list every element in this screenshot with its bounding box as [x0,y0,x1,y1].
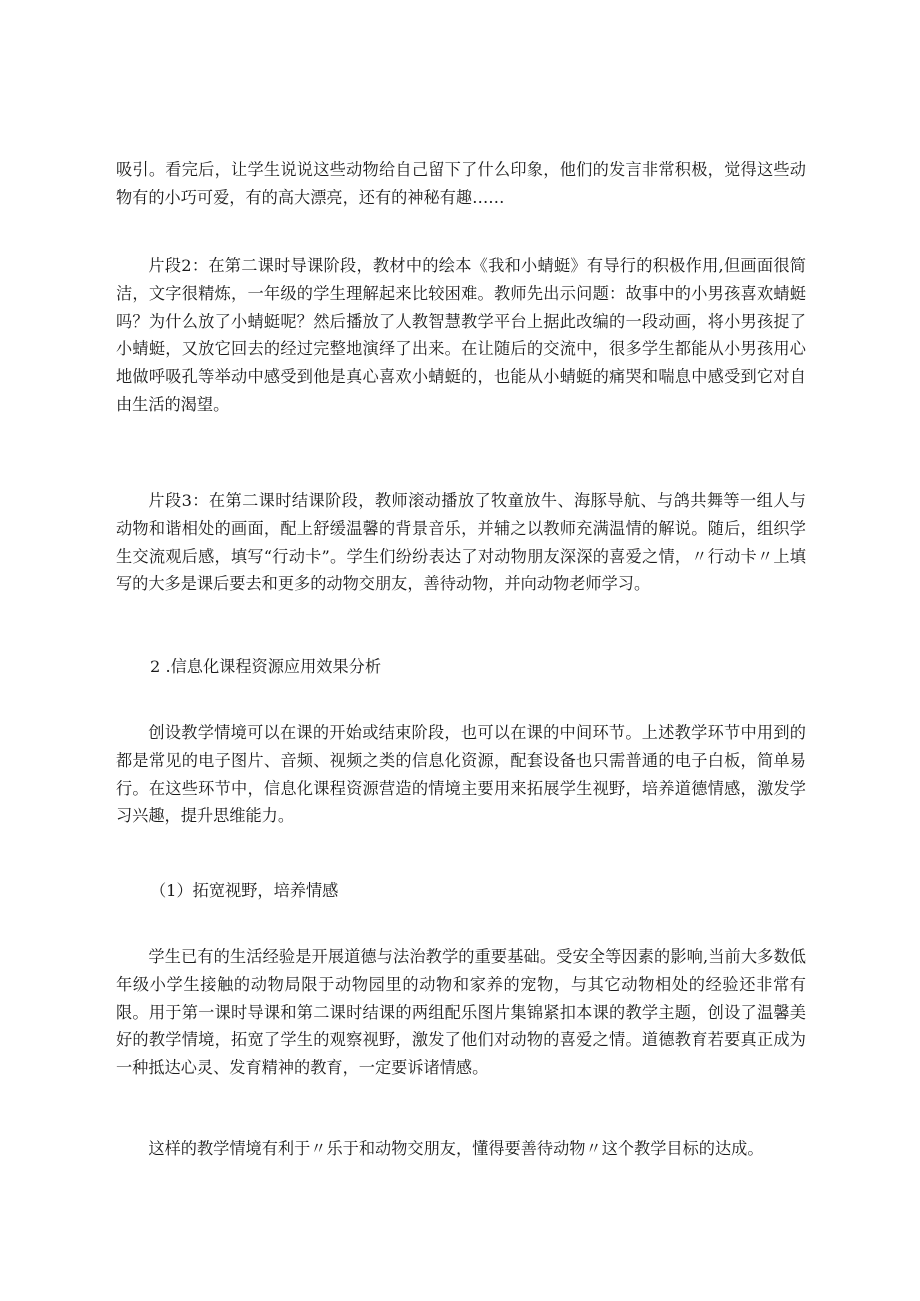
paragraph-continuation: 吸引。看完后，让学生说说这些动物给自己留下了什么印象，他们的发言非常积极，觉得这些动物有的小巧可爱，有的高大漂亮，还有的神秘有趣…… [116,160,806,207]
paragraph-broaden-vision: 学生已有的生活经验是开展道德与法治教学的重要基础。受安全等因素的影响,当前大多数低年级小学生接触的动物局限于动物园里的动物和家养的宠物，与其它动物相处的经验还非常有限。用于第一课时导课和第二课时结课的两组配乐图片集锦紧扣本课的教学主题，创设了温馨美好的教学情境，拓宽了学生的观察视野，激发了他们对动物的喜爱之情。道德教育若要真正成为一种抵达心灵、发育精神的教育，一定要诉诸情感。 [116,947,806,1078]
paragraph-teaching-goal: 这样的教学情境有利于〃乐于和动物交朋友，懂得要善待动物〃这个教学目标的达成。 [148,1139,764,1158]
subsection-heading-1: （1）拓宽视野，培养情感 [150,881,339,900]
paragraph-effect-analysis: 创设教学情境可以在课的开始或结束阶段，也可以在课的中间环节。上述教学环节中用到的都是常见的电子图片、音频、视频之类的信息化资源，配套设备也只需普通的电子白板，简单易行。在这些环节中，信息化课程资源营造的情境主要用来拓展学生视野，培养道德情感，激发学习兴趣，提升思维能力。 [116,723,806,826]
paragraph-segment-2: 片段2：在第二课时导课阶段，教材中的绘本《我和小蜻蜓》有导行的积极作用,但画面很简洁，文字很精炼，一年级的学生理解起来比较困难。教师先出示问题：故事中的小男孩喜欢蜻蜓吗？为什么放了小蜻蜓呢？然后播放了人教智慧教学平台上据此改编的一段动画，将小男孩捉了小蜻蜓，又放它回去的经过完整地演绎了出来。在让随后的交流中，很多学生都能从小男孩用心地做呼吸孔等举动中感受到他是真心喜欢小蜻蜓的，也能从小蜻蜓的痛哭和喘息中感受到它对自由生活的渴望。 [116,256,806,414]
paragraph-segment-3: 片段3：在第二课时结课阶段，教师滚动播放了牧童放牛、海豚导航、与鸽共舞等一组人与动物和谐相处的画面，配上舒缓温馨的背景音乐，并辅之以教师充满温情的解说。随后，组织学生交流观后感，填写“行动卡”。学生们纷纷表达了对动物朋友深深的喜爱之情，〃行动卡〃上填写的大多是课后要去和更多的动物交朋友，善待动物，并向动物老师学习。 [116,491,806,594]
section-heading-2: 2 .信息化课程资源应用效果分析 [150,657,382,676]
